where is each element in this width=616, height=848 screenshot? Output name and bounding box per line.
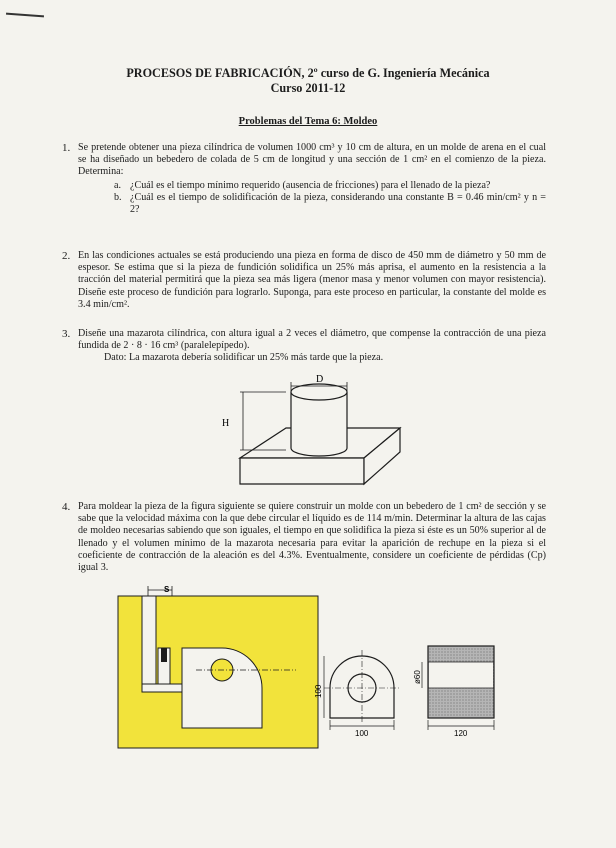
sprue <box>142 596 156 690</box>
part-side-view <box>413 646 494 738</box>
problem-1-item-b-text: ¿Cuál es el tiempo de solidificación de la pieza, considerando una constante B = 0.46 min/cm² y n = 2? <box>130 191 546 216</box>
w120-label: 120 <box>454 729 468 738</box>
title-line1: PROCESOS DE FABRICACIÓN, 2º curso de G. Ingeniería Mecánica <box>126 66 490 80</box>
problem-1-item-a-label: a. <box>114 179 122 191</box>
d60-label: ø60 <box>413 670 422 684</box>
problem-1-text: Se pretende obtener una pieza cilíndrica de volumen 1000 cm³ y 10 cm de altura, en un molde de arena en el cual se ha diseñado un bebedero de colada de 5 cm de longitud y una sección de 1 cm² en el comienzo de la pieza. Determina: <box>78 142 546 178</box>
page-subtitle: Problemas del Tema 6: Moldeo <box>238 116 378 127</box>
problem-3-text: Diseñe una mazarota cilíndrica, con altura igual a 2 veces el diámetro, que compense la contracción de una pieza fundida de 2 · 8 · 16 cm³ (paralelepípedo). <box>78 328 546 352</box>
problem-3-number: 3. <box>62 328 71 340</box>
problem-2-text: En las condiciones actuales se está produciendo una pieza en forma de disco de 450 mm de diámetro y 50 mm de espesor. Se estima que si la pieza de fundición solidifica un 25% más aprisa, el aumento en la resistencia a la tracción del material permitirá que la pieza sea más ligera (menor masa y menor volumen con mayor resistencia). Diseñe este proceso de fundición para lograrlo. Suponga, para este proceso en particular, la constante del molde es 3.4 min/cm². <box>78 250 546 310</box>
part-front-view <box>314 650 400 738</box>
title-line2: Curso 2011-12 <box>270 81 346 95</box>
riser-marker <box>161 648 167 662</box>
mold-section-drawing <box>118 585 318 748</box>
problem-1-item-a-text: ¿Cuál es el tiempo mínimo requerido (ausencia de fricciones) para el llenado de la pieza? <box>130 179 491 191</box>
problem-2-number: 2. <box>62 250 71 262</box>
problem-3-note: Dato: La mazarota debería solidificar un 25% más tarde que la pieza. <box>104 352 384 364</box>
h100-label: 100 <box>355 729 369 738</box>
problem-1-number: 1. <box>62 142 71 154</box>
d-label: D <box>316 374 324 385</box>
problem-4-number: 4. <box>62 501 71 513</box>
s-label: S <box>164 585 170 594</box>
problem-4-text: Para moldear la pieza de la figura siguiente se quiere construir un molde con un bebedero de 1 cm² de sección y se sabe que la velocidad máxima con la que debe circular el líquido es de 114 m/min. Determinar la altura de las cajas de moldeo necesarias sabiendo que son iguales, el tiempo en que solidifica la pieza si éste es un 50% superior al de llenado y el volumen mínimo de la mazarota necesaria para evitar la aparición de rechupe en la pieza si el coeficiente de contracción de la aleación es del 4.3%. Eventualmente, considere un coeficiente de pérdidas (Cp) igual 3. <box>78 501 546 574</box>
side-view-hole <box>429 662 493 688</box>
runner <box>142 684 182 692</box>
h-label: H <box>222 418 230 429</box>
problem-1-item-b-label: b. <box>114 191 122 203</box>
v100-label: 100 <box>314 684 323 698</box>
